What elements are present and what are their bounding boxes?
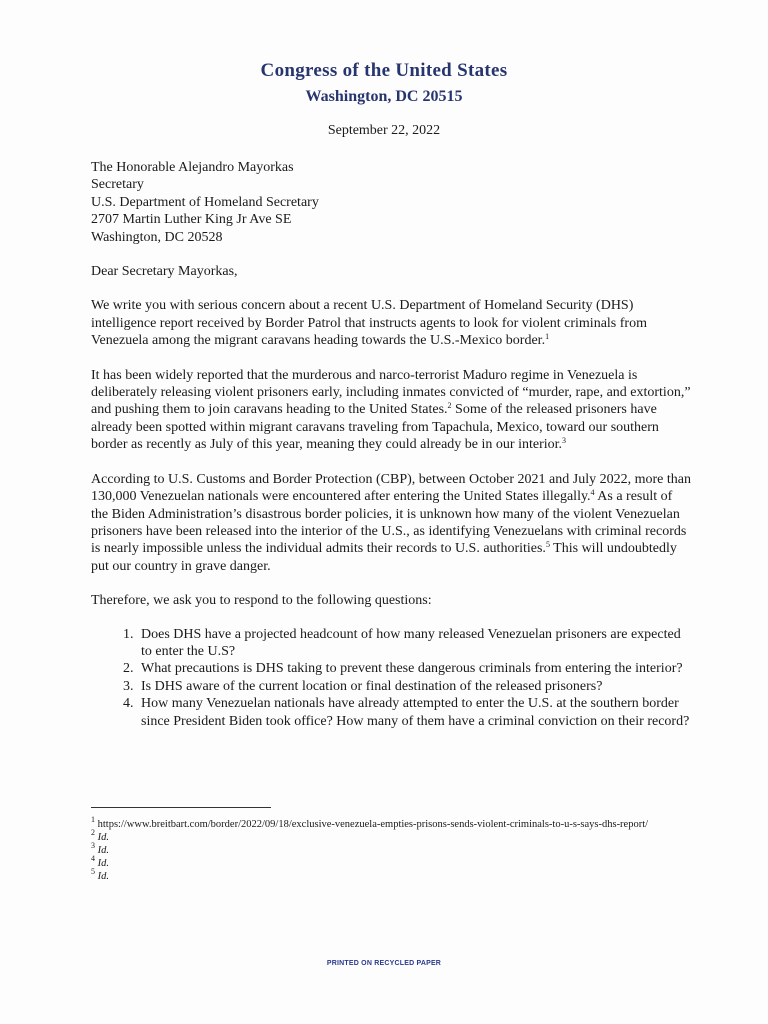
- paragraph-2-text-b: Some of the released prisoners have already been spotted within migrant caravans traveling from Tapachula, Mexico, toward our southern border as recently as July of this year, meaning they could already be in our interior.: [91, 402, 659, 453]
- footnote-number: 4: [91, 854, 95, 863]
- footnote-3: [91, 841, 691, 857]
- paragraph-1: [91, 297, 691, 349]
- footnote-5: [91, 867, 691, 883]
- footnote-text: Id.: [97, 858, 109, 869]
- paragraph-2: [91, 367, 691, 454]
- recipient-name: The Honorable Alejandro Mayorkas: [91, 160, 294, 175]
- recipient-title: Secretary: [91, 177, 144, 193]
- recipient-address: [91, 159, 691, 246]
- footnote-ref-2: 2: [447, 401, 452, 411]
- letter-date: September 22, 2022: [327, 123, 441, 138]
- footnote-ref-5: 5: [545, 540, 550, 550]
- footnote-text: Id.: [97, 845, 109, 856]
- footnote-number: 1: [91, 815, 95, 824]
- paragraph-3-text-b: As a result of the Biden Administration’s disastrous border policies, it is unknown how many of the violent Venezuelan prisoners have been released into the interior of the U.S., as identifying Venezuelans with criminal records is nearly impossible unless the individual admits their records to U.S. authorities.: [91, 489, 687, 557]
- paragraph-4: Therefore, we ask you to respond to the following questions:: [91, 593, 432, 609]
- printed-on-recycled-paper: PRINTED ON RECYCLED PAPER: [326, 960, 442, 967]
- question-item: 2. What precautions is DHS taking to prevent these dangerous criminals from entering the interior?: [137, 660, 691, 677]
- footnote-text: Id.: [97, 871, 109, 882]
- footnote-number: 2: [91, 828, 95, 837]
- paragraph-1-text: We write you with serious concern about a recent U.S. Department of Homeland Security (DHS) intelligence report received by Border Patrol that instructs agents to look for violent criminals from Venezuela among the migrant caravans heading towards the U.S.-Mexico border.: [91, 298, 647, 349]
- question-item: 1. Does DHS have a projected headcount of how many released Venezuelan prisoners are expected to enter the U.S?: [137, 626, 691, 661]
- recipient-city: Washington, DC 20528: [91, 229, 223, 245]
- question-item: 4. How many Venezuelan nationals have already attempted to enter the U.S. at the southern border since President Biden took office? How many of them have a criminal conviction on their record?: [137, 695, 691, 730]
- recipient-street: 2707 Martin Luther King Jr Ave SE: [91, 212, 292, 228]
- footnote-divider: [91, 807, 271, 808]
- footnote-ref-4: 4: [590, 488, 595, 498]
- paragraph-3-text-c: This will undoubtedly put our country in grave danger.: [91, 541, 677, 574]
- footnote-number: 3: [91, 841, 95, 850]
- letterhead-title: Congress of the United States: [260, 60, 508, 81]
- footnote-link: https://www.breitbart.com/border/2022/09/18/exclusive-venezuela-empties-prisons-sends-violent-criminals-to-u-s-says-dhs-report/: [97, 819, 649, 830]
- paragraph-3: [91, 471, 691, 575]
- footnote-number: 5: [91, 867, 95, 876]
- letterhead: [0, 58, 768, 108]
- letter-body: [91, 159, 691, 730]
- footnote-ref-1: 1: [545, 332, 550, 342]
- footnote-2: [91, 828, 691, 844]
- paragraph-3-text-a: According to U.S. Customs and Border Protection (CBP), between October 2021 and July 2022, more than 130,000 Venezuelan nationals were encountered after entering the United States illegally.: [91, 471, 691, 505]
- footnote-text: Id.: [97, 832, 109, 843]
- salutation: Dear Secretary Mayorkas,: [91, 264, 238, 280]
- letterhead-address: Washington, DC 20515: [305, 88, 463, 105]
- question-item: 3. Is DHS aware of the current location or final destination of the released prisoners?: [137, 678, 691, 695]
- footnote-4: [91, 854, 691, 870]
- footnote-ref-3: 3: [562, 436, 567, 446]
- paragraph-2-text-a: It has been widely reported that the murderous and narco-terrorist Maduro regime in Venezuela is deliberately releasing violent prisoners early, including inmates convicted of “murder, rape, and extortion,” and pushing them to join caravans heading to the United States.: [91, 367, 691, 418]
- recipient-org: U.S. Department of Homeland Secretary: [91, 194, 319, 210]
- questions-list: [91, 626, 691, 730]
- footnotes: [91, 815, 691, 883]
- footnote-1: [91, 815, 691, 831]
